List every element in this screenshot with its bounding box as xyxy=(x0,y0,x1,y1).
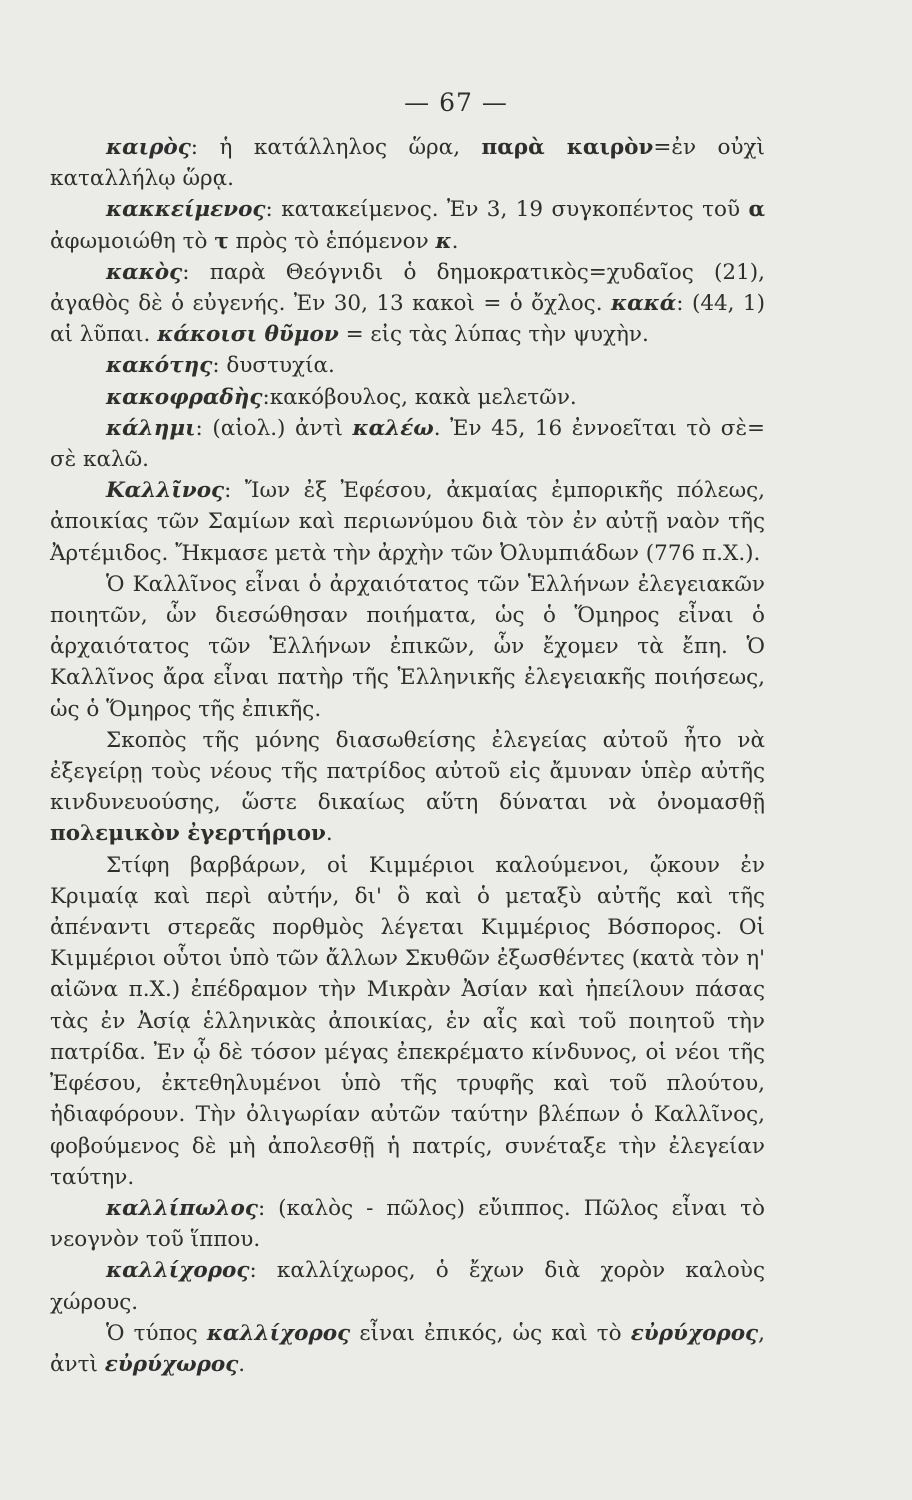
entry-kallipolos xyxy=(50,1193,765,1255)
kallichoros-paragraph-2 xyxy=(50,1318,765,1380)
body-text: εἶναι ἐπικός, ὡς καὶ τὸ xyxy=(350,1320,631,1346)
definition-text: : καλλίχωρος, ὁ ἔχων διὰ χορὸν καλοὺς χώρους. xyxy=(50,1258,765,1315)
entry-kakos xyxy=(50,257,765,351)
page-number: — 67 — xyxy=(404,88,508,117)
body-text: . xyxy=(325,821,333,847)
entry-kairos xyxy=(50,132,765,194)
bold-term: τ xyxy=(214,228,229,254)
bold-term: καλλίχορος xyxy=(206,1320,351,1346)
entry-kalemi xyxy=(50,413,765,475)
definition-text: : κατακείμενος. Ἐν 3, 19 συγκοπέντος τοῦ xyxy=(265,197,749,223)
body-text: . xyxy=(238,1351,246,1377)
lemma: καλλίχορος xyxy=(106,1258,250,1284)
definition-text: ἀφωμοιώθη τὸ xyxy=(50,228,215,254)
body-text: , ἀντὶ xyxy=(50,1320,765,1377)
page-body xyxy=(50,132,765,1380)
definition-text: : δυστυχία. xyxy=(212,353,335,379)
bold-term: εὐρύχορος xyxy=(630,1320,759,1346)
lemma: κάλημι xyxy=(106,415,196,441)
bold-term: κακά xyxy=(610,291,677,317)
definition-text: : (καλὸς - πῶλος) εὔιππος. Πῶλος εἶναι τὸ νεογνὸν τοῦ ἵππου. xyxy=(50,1195,765,1253)
entry-kakotes xyxy=(50,350,765,381)
entry-kakkeimenos xyxy=(50,194,765,256)
bold-term: εὐρύχωρος xyxy=(104,1351,239,1377)
bold-term: κ xyxy=(435,228,452,254)
definition-text: . Ἐν 45, 16 ἐννοεῖται τὸ σὲ= σὲ καλῶ. xyxy=(50,415,765,473)
definition-text: = εἰς τὰς λύπας τὴν ψυχὴν. xyxy=(338,322,649,348)
kallinos-paragraph-3 xyxy=(50,725,765,850)
lemma: Καλλῖνος xyxy=(106,478,225,504)
definition-text: : Ἴων ἐξ Ἐφέσου, ἀκμαίας ἐμπορικῆς πόλεως, ἀποικίας τῶν Σαμίων καὶ περιωνύμου διὰ τὸν ἐν αὐτῇ ναὸν τῆς Ἀρτέμιδος. Ἤκμασε μετὰ τὴν ἀρχὴν τῶν Ὀλυμπιάδων (776 π.Χ.). xyxy=(50,478,765,566)
lemma: κακὸς xyxy=(106,259,183,285)
definition-text: :κακόβουλος, κακὰ μελετῶν. xyxy=(262,384,577,410)
bold-term: πολεμικὸν ἐγερτήριον xyxy=(50,821,326,847)
lemma: κακοφραδὴς xyxy=(106,384,263,410)
definition-text: : παρὰ Θεόγνιδι ὁ δημοκρατικὸς=χυδαῖος (21), ἀγαθὸς δὲ ὁ εὐγενής. Ἐν 30, 13 κακοὶ = ὁ ὄχλος. xyxy=(50,259,765,317)
lemma: καιρὸς xyxy=(106,135,191,160)
bold-term: καλέω xyxy=(352,415,434,441)
kallinos-paragraph-2: Ὁ Καλλῖνος εἶναι ὁ ἀρχαιότατος τῶν Ἑλλήνων ἐλεγειακῶν ποιητῶν, ὧν διεσώθησαν ποιήματα, ὡς ὁ Ὅμηρος εἶναι ὁ ἀρχαιότατος τῶν Ἑλλήνων ἐπικῶν, ὧν ἔχομεν τὰ ἔπη. Ὁ Καλλῖνος ἄρα εἶναι πατὴρ τῆς Ἑλληνικῆς ἐλεγειακῆς ποιήσεως, ὡς ὁ Ὅμηρος τῆς ἐπικῆς. xyxy=(50,571,765,722)
kallinos-paragraph-4: Στίφη βαρβάρων, οἱ Κιμμέριοι καλούμενοι, ᾤκουν ἐν Κριμαίᾳ καὶ περὶ αὐτήν, δι' ὃ καὶ ὁ μεταξὺ αὐτῆς καὶ τῆς ἀπέναντι στερεᾶς πορθμὸς λέγεται Κιμμέριος Βόσπορος. Οἱ Κιμμέριοι οὗτοι ὑπὸ τῶν ἄλλων Σκυθῶν ἐξωσθέντες (κατὰ τὸν η' αἰῶνα π.Χ.) ἐπέδραμον τὴν Μικρὰν Ἀσίαν καὶ ἠπείλουν πάσας τὰς ἐν Ἀσίᾳ ἑλληνικὰς ἀποικίας, ἐν αἷς καὶ τοῦ ποιητοῦ τὴν πατρίδα. Ἐν ᾧ δὲ τόσον μέγας ἐπεκρέματο κίνδυνος, οἱ νέοι τῆς Ἐφέσου, ἐκτεθηλυμένοι ὑπὸ τῆς τρυφῆς καὶ τοῦ πλούτου, ἠδιαφόρουν. Τὴν ὀλιγωρίαν αὐτῶν ταύτην βλέπων ὁ Καλλῖνος, φοβούμενος δὲ μὴ ἀπολεσθῇ ἡ πατρίς, συνέταξε τὴν ἐλεγείαν ταύτην. xyxy=(50,852,765,1190)
definition-text: =ἐν οὐχὶ καταλλήλῳ ὥρᾳ. xyxy=(50,135,765,192)
body-text: Ὁ τύπος xyxy=(106,1320,207,1346)
definition-text: πρὸς τὸ ἑπόμενον xyxy=(228,228,436,254)
lemma: καλλίπωλος xyxy=(106,1195,258,1221)
definition-text: : (αἰολ.) ἀντὶ xyxy=(195,415,353,441)
body-text: Σκοπὸς τῆς μόνης διασωθείσης ἐλεγείας αὐτοῦ ἦτο νὰ ἐξεγείρῃ τοὺς νέους τῆς πατρίδος αὐτοῦ εἰς ἄμυναν ὑπὲρ αὐτῆς κινδυνευούσης, ὥστε δικαίως αὕτη δύναται νὰ ὀνομασθῇ xyxy=(50,727,765,816)
lemma: κακκείμενος xyxy=(106,197,266,223)
lemma: κακότης xyxy=(106,353,213,379)
definition-text: . xyxy=(451,228,459,254)
entry-kallinos xyxy=(50,475,765,569)
entry-kallichoros xyxy=(50,1255,765,1317)
bold-term: κάκοισι θῦμον xyxy=(157,322,339,348)
bold-term: α xyxy=(748,197,765,223)
definition-text: : ἡ κατάλληλος ὥρα, xyxy=(190,135,482,160)
bold-term: παρὰ καιρὸν xyxy=(481,135,654,160)
definition-text: : (44, 1) αἱ λῦπαι. xyxy=(50,291,766,348)
entry-kakofrades xyxy=(50,382,765,413)
